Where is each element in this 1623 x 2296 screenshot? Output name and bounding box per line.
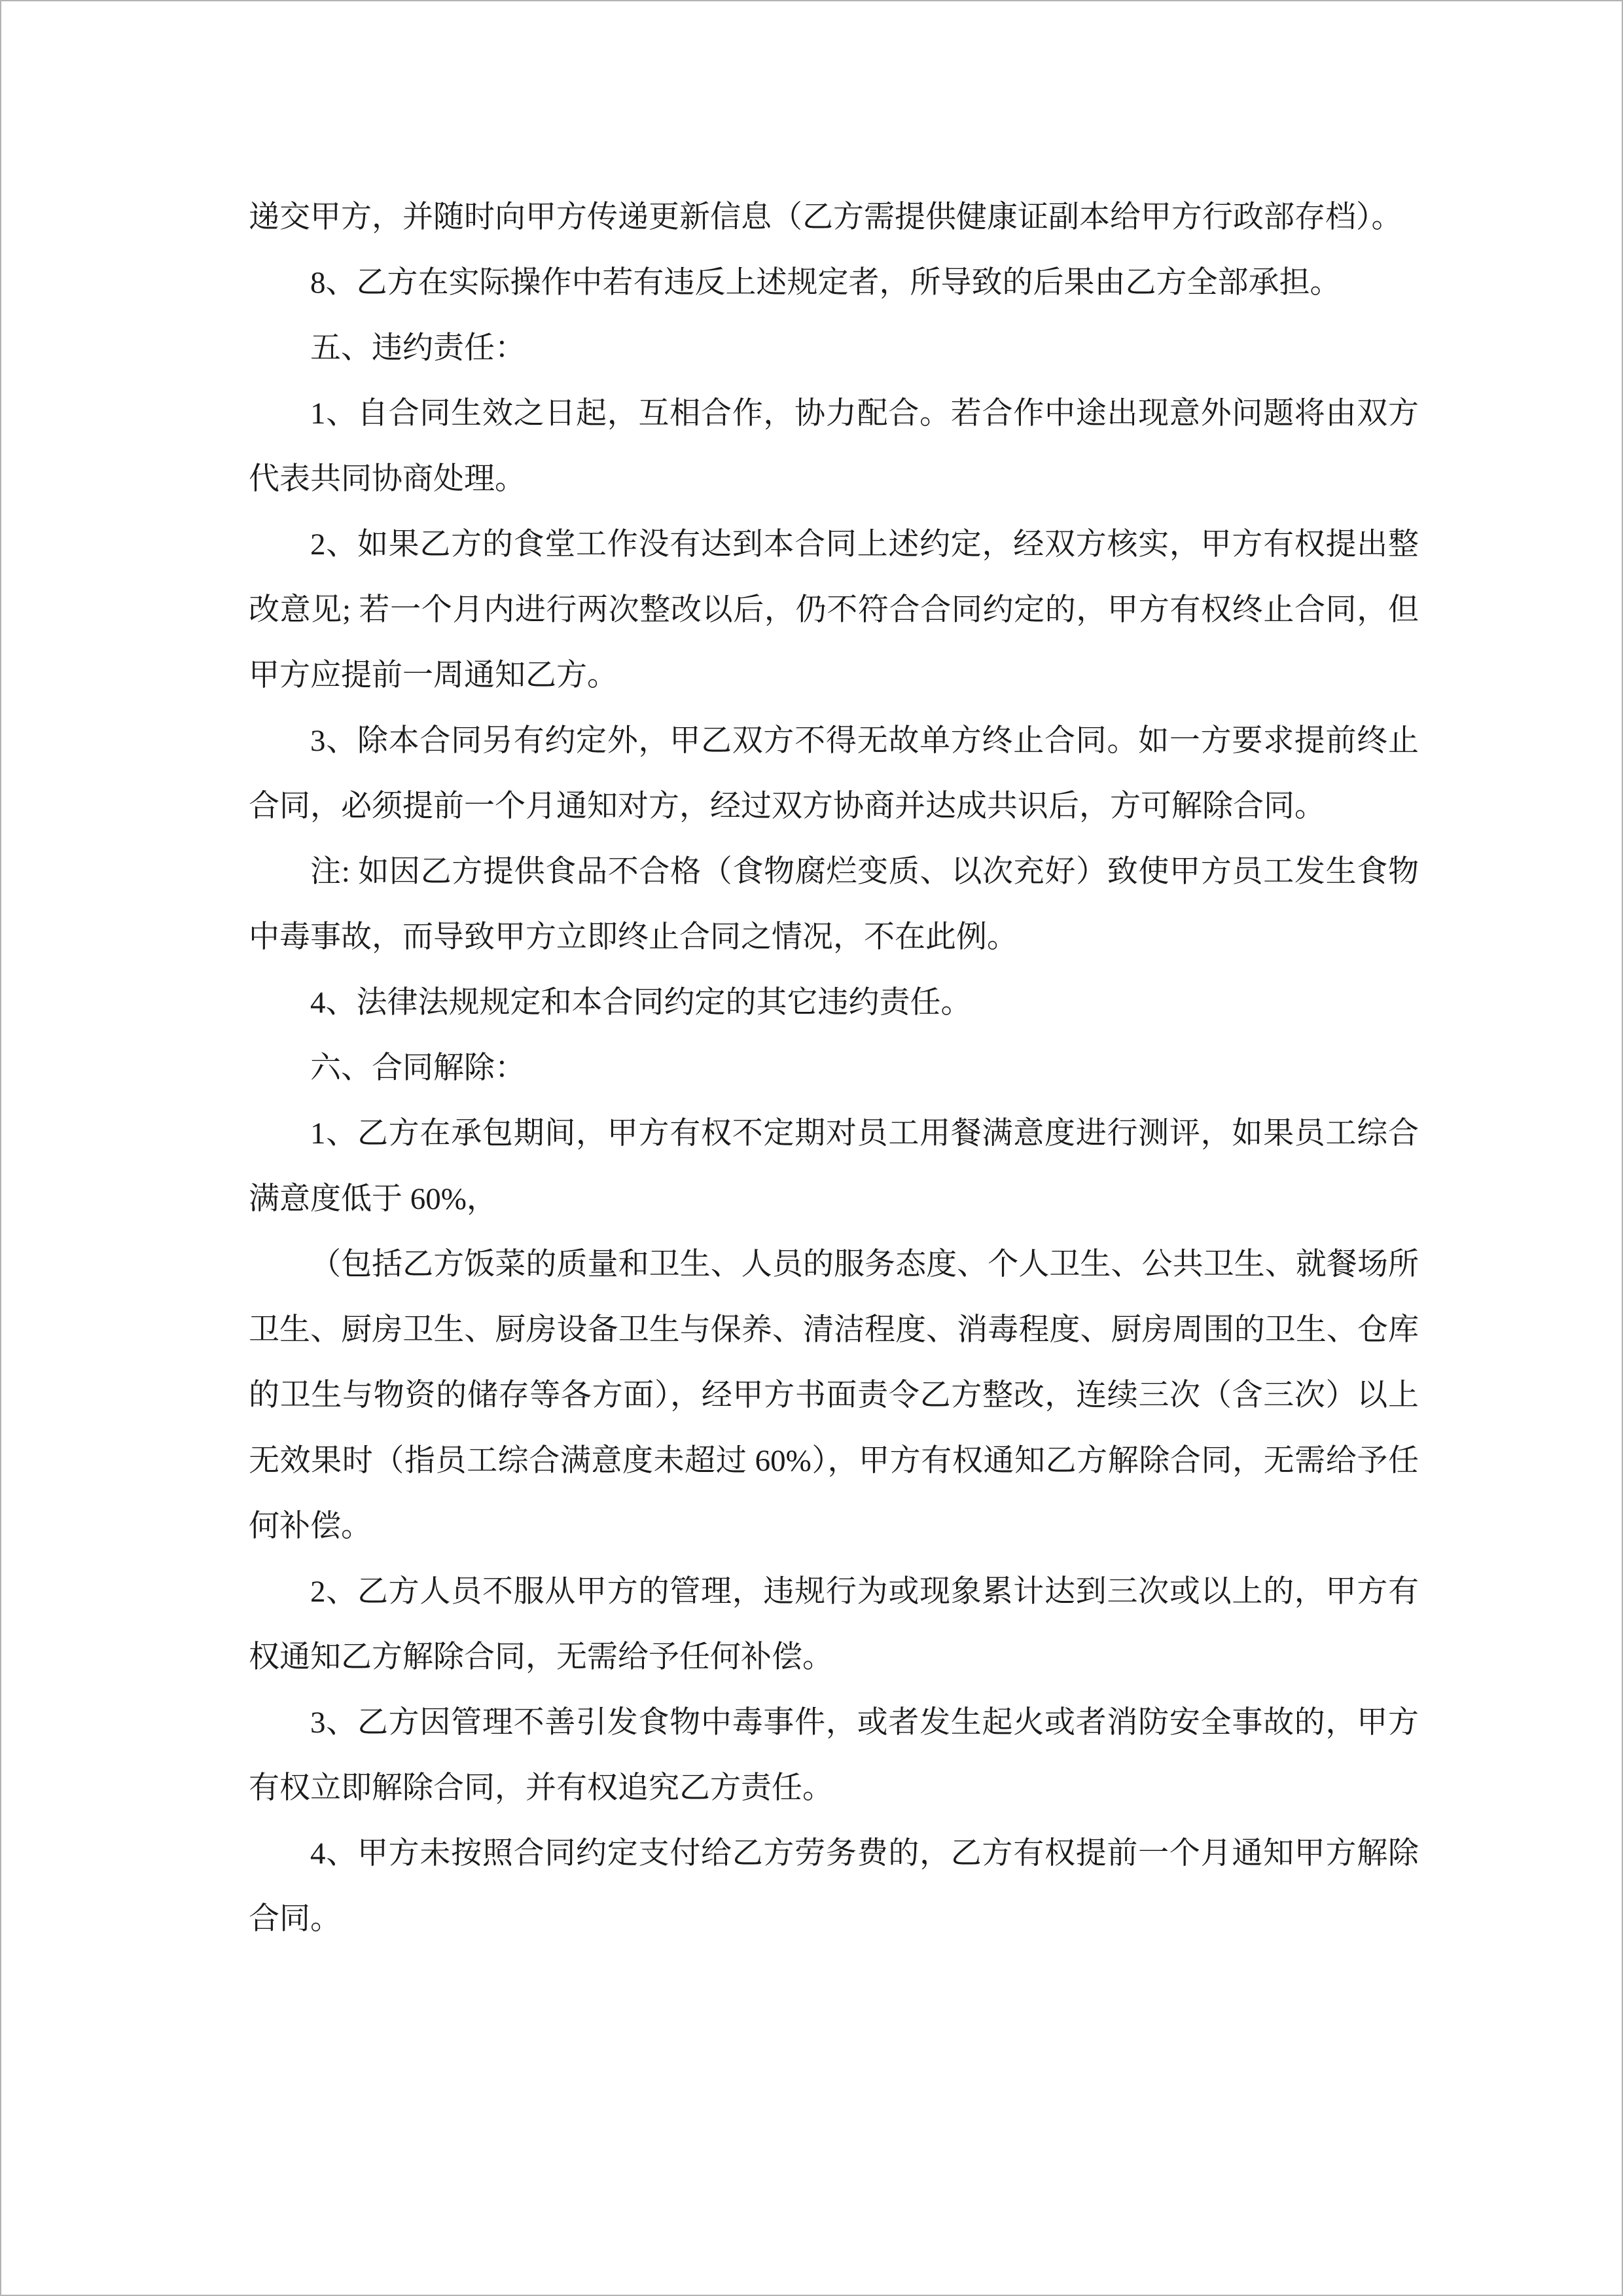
paragraph: 3、乙方因管理不善引发食物中毒事件，或者发生起火或者消防安全事故的，甲方有权立即解除合同，并有权追究乙方责任。 (249, 1706, 1419, 1805)
paragraph: 六、合同解除： (310, 1051, 526, 1085)
paragraph: 4、法律法规规定和本合同约定的其它违约责任。 (310, 986, 972, 1020)
paragraph: 1、自合同生效之日起，互相合作，协力配合。若合作中途出现意外问题将由双方代表共同协商处理。 (249, 397, 1419, 496)
paragraph: 2、乙方人员不服从甲方的管理，违规行为或现象累计达到三次或以上的，甲方有权通知乙方解除合同，无需给予任何补偿。 (249, 1575, 1419, 1674)
paragraph: 注: 如因乙方提供食品不合格（食物腐烂变质、以次充好）致使甲方员工发生食物中毒事故，而导致甲方立即终止合同之情况，不在此例。 (249, 855, 1419, 954)
paragraph: 8、乙方在实际操作中若有违反上述规定者，所导致的后果由乙方全部承担。 (310, 266, 1341, 300)
paragraph: 4、甲方未按照合同约定支付给乙方劳务费的，乙方有权提前一个月通知甲方解除合同。 (249, 1837, 1419, 1936)
paragraph: 2、如果乙方的食堂工作没有达到本合同上述约定，经双方核实，甲方有权提出整改意见; 若一个月内进行两次整改以后，仍不符合合同约定的，甲方有权终止合同，但甲方应提前一周通知乙方。 (249, 528, 1419, 692)
paragraph: （包括乙方饭菜的质量和卫生、人员的服务态度、个人卫生、公共卫生、就餐场所卫生、厨房卫生、厨房设备卫生与保养、清洁程度、消毒程度、厨房周围的卫生、仓库的卫生与物资的储存等各方面），经甲方书面责令乙方整改，连续三次（含三次）以上无效果时（指员工综合满意度未超过 60%），甲方有权通知乙方解除合同，无需给予任何补偿。 (249, 1247, 1419, 1543)
document-content (249, 185, 1419, 1952)
paragraph: 五、违约责任： (310, 331, 526, 365)
paragraph: 3、除本合同另有约定外，甲乙双方不得无故单方终止合同。如一方要求提前终止合同，必须提前一个月通知对方，经过双方协商并达成共识后，方可解除合同。 (249, 724, 1419, 823)
paragraph: 递交甲方，并随时向甲方传递更新信息（乙方需提供健康证副本给甲方行政部存档）。 (249, 200, 1402, 234)
paragraph: 1、乙方在承包期间，甲方有权不定期对员工用餐满意度进行测评，如果员工综合满意度低于 60%， (249, 1117, 1419, 1216)
